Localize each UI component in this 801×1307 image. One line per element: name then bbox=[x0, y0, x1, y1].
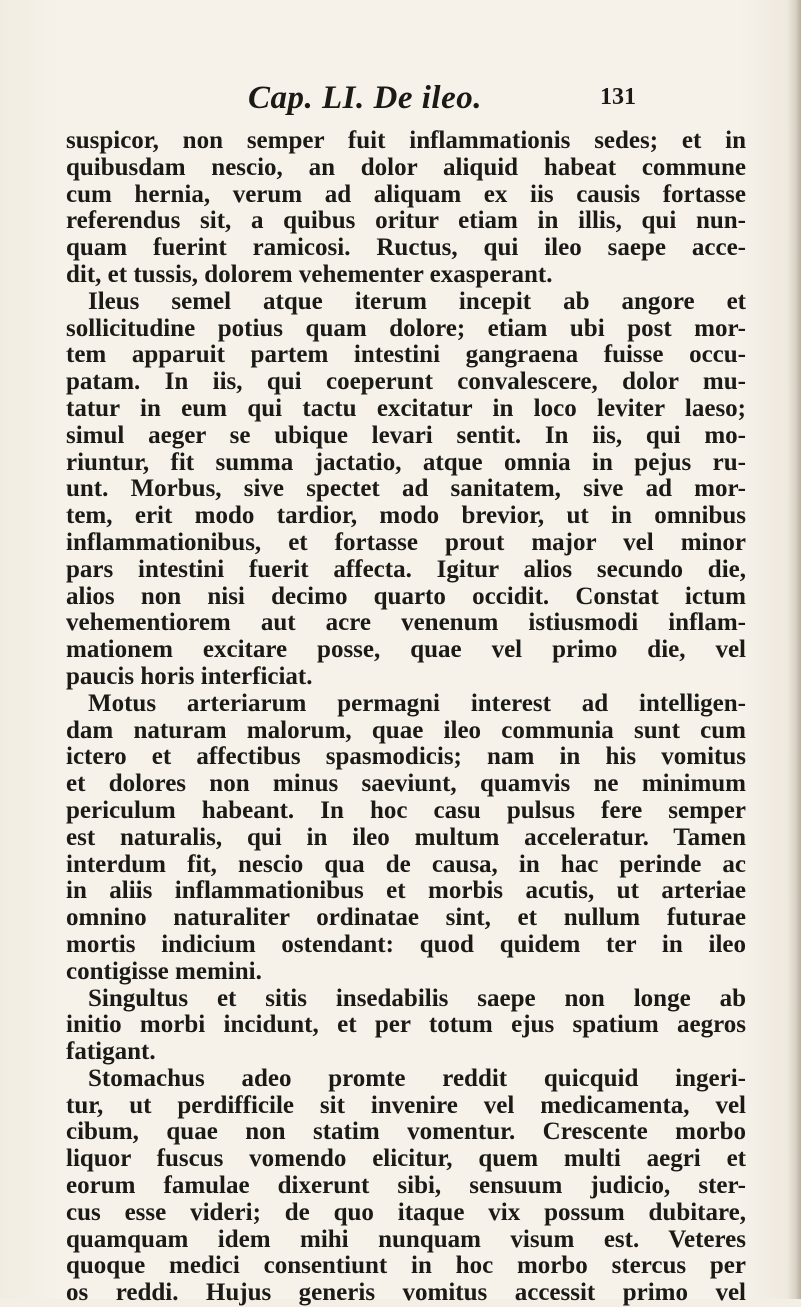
text-line: inflammationibus, et fortasse prout major vel minor bbox=[66, 528, 746, 556]
text-line: et dolores non minus saeviunt, quamvis ne minimum bbox=[66, 770, 746, 798]
text-line: Ileus semel atque iterum incepit ab angore et bbox=[88, 287, 746, 315]
text-line: liquor fuscus vomendo elicitur, quem multi aegri et bbox=[66, 1145, 746, 1173]
text-line: mationem excitare posse, quae vel primo die, vel bbox=[66, 636, 746, 664]
text-line: contigisse memini. bbox=[66, 957, 262, 985]
text-line: tem apparuit partem intestini gangraena fuisse occu- bbox=[66, 341, 746, 369]
text-line: Singultus et sitis insedabilis saepe non longe ab bbox=[88, 984, 746, 1012]
text-line: unt. Morbus, sive spectet ad sanitatem, sive ad mor- bbox=[66, 475, 746, 503]
text-line: pars intestini fuerit affecta. Igitur alios secundo die, bbox=[66, 555, 746, 583]
text-line: tem, erit modo tardior, modo brevior, ut in omnibus bbox=[66, 502, 746, 530]
text-line: tatur in eum qui tactu excitatur in loco leviter laeso; bbox=[66, 394, 746, 422]
text-line: os reddi. Hujus generis vomitus accessit primo vel bbox=[66, 1279, 746, 1307]
text-line: tur, ut perdifficile sit invenire vel medicamenta, vel bbox=[66, 1091, 746, 1119]
text-line: quam fuerint ramicosi. Ructus, qui ileo saepe acce- bbox=[66, 234, 746, 262]
text-line: omnino naturaliter ordinatae sint, et nullum futurae bbox=[66, 904, 746, 932]
page-edge-shadow bbox=[787, 0, 801, 1299]
text-line: quibusdam nescio, an dolor aliquid habeat commune bbox=[66, 153, 746, 181]
text-line: eorum famulae dixerunt sibi, sensuum judicio, ster- bbox=[66, 1172, 746, 1200]
text-line: cibum, quae non statim vomentur. Crescente morbo bbox=[66, 1118, 746, 1146]
text-line: cus esse videri; de quo itaque vix possum dubitare, bbox=[66, 1198, 746, 1226]
text-line: suspicor, non semper fuit inflammationis sedes; et in bbox=[66, 127, 746, 154]
text-line: simul aeger se ubique levari sentit. In iis, qui mo- bbox=[66, 421, 746, 449]
text-line: dam naturam malorum, quae ileo communia sunt cum bbox=[66, 716, 746, 744]
body-text bbox=[66, 128, 746, 1307]
text-line: alios non nisi decimo quarto occidit. Constat ictum bbox=[66, 582, 746, 610]
text-line: fatigant. bbox=[66, 1038, 156, 1066]
text-line: referendus sit, a quibus oritur etiam in illis, qui nun- bbox=[66, 207, 746, 235]
text-line: ictero et affectibus spasmodicis; nam in his vomitus bbox=[66, 743, 746, 771]
text-line: riuntur, fit summa jactatio, atque omnia in pejus ru- bbox=[66, 448, 746, 476]
page-header bbox=[0, 80, 801, 120]
running-head: Cap. LI. De ileo. bbox=[248, 80, 482, 116]
text-line: dit, et tussis, dolorem vehementer exasperant. bbox=[66, 260, 553, 288]
text-line: quamquam idem mihi nunquam visum est. Veteres bbox=[66, 1225, 746, 1253]
text-line: sollicitudine potius quam dolore; etiam ubi post mor- bbox=[66, 314, 746, 342]
text-line: interdum fit, nescio qua de causa, in hac perinde ac bbox=[66, 850, 746, 878]
text-line: periculum habeant. In hoc casu pulsus fere semper bbox=[66, 796, 746, 824]
text-line: Stomachus adeo promte reddit quicquid ingeri- bbox=[88, 1064, 746, 1092]
text-line: est naturalis, qui in ileo multum acceleratur. Tamen bbox=[66, 823, 746, 851]
page-number: 131 bbox=[600, 84, 636, 110]
text-line: patam. In iis, qui coeperunt convalescere, dolor mu- bbox=[66, 368, 746, 396]
text-line: initio morbi incidunt, et per totum ejus spatium aegros bbox=[66, 1011, 746, 1039]
text-line: cum hernia, verum ad aliquam ex iis causis fortasse bbox=[66, 180, 746, 208]
text-line: paucis horis interficiat. bbox=[66, 662, 313, 690]
text-line: quoque medici consentiunt in hoc morbo stercus per bbox=[66, 1252, 746, 1280]
text-line: vehementiorem aut acre venenum istiusmodi inflam- bbox=[66, 609, 746, 637]
text-line: Motus arteriarum permagni interest ad intelligen- bbox=[88, 689, 746, 717]
text-line: mortis indicium ostendant: quod quidem ter in ileo bbox=[66, 930, 746, 958]
text-line: in aliis inflammationibus et morbis acutis, ut arteriae bbox=[66, 877, 746, 905]
